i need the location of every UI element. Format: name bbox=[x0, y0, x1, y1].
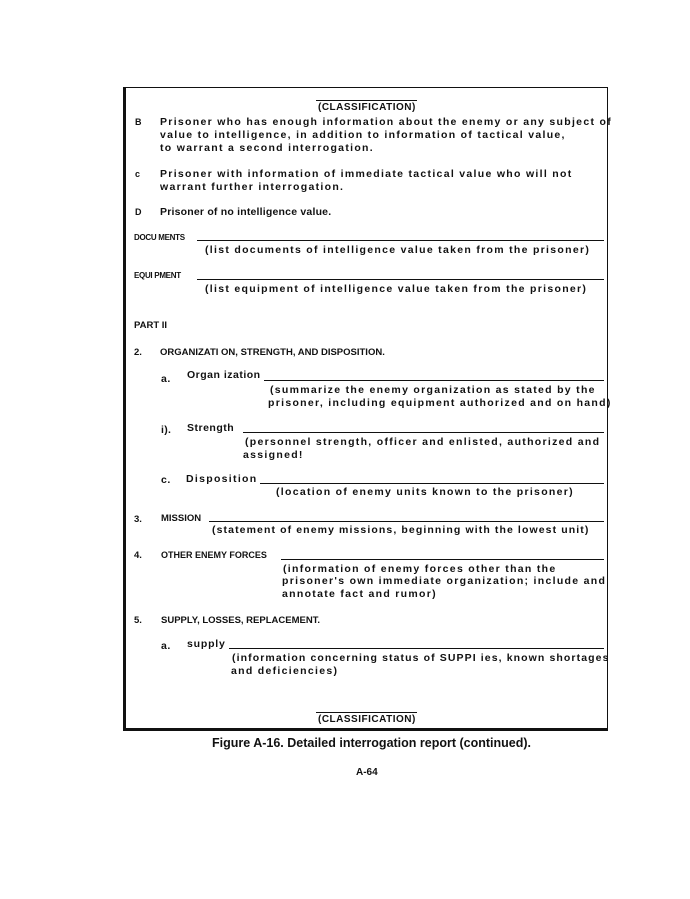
other-forces-fill-line[interactable] bbox=[281, 559, 604, 560]
disposition-marker: c. bbox=[161, 474, 171, 486]
documents-hint: (list documents of intelligence value taken from the prisoner) bbox=[205, 244, 591, 256]
classification-line-top bbox=[316, 100, 417, 101]
organization-hint-2: prisoner, including equipment authorized and on hand) bbox=[268, 397, 612, 409]
disposition-hint: (location of enemy units known to the prisoner) bbox=[276, 486, 574, 498]
figure-caption: Figure A-16. Detailed interrogation report (continued). bbox=[212, 736, 532, 750]
supply-label: supply bbox=[187, 638, 226, 650]
section-4-title: OTHER ENEMY FORCES bbox=[161, 550, 267, 560]
other-forces-hint-2: prisoner's own immediate organization; include and bbox=[282, 575, 607, 587]
section-5-number: 5. bbox=[134, 615, 142, 626]
supply-fill-line[interactable] bbox=[229, 648, 604, 649]
equipment-fill-line[interactable] bbox=[197, 279, 604, 280]
supply-marker: a. bbox=[161, 640, 171, 652]
section-2-number: 2. bbox=[134, 347, 142, 358]
supply-hint-1: (information concerning status of SUPPI ies, known shortages bbox=[232, 652, 610, 664]
part-heading: PART II bbox=[134, 320, 168, 331]
classification-line-bottom bbox=[316, 712, 417, 713]
other-forces-hint-3: annotate fact and rumor) bbox=[282, 588, 437, 600]
category-b-line-1: Prisoner who has enough information about the enemy or any subject of bbox=[160, 116, 612, 128]
disposition-fill-line[interactable] bbox=[260, 483, 604, 484]
organization-marker: a. bbox=[161, 373, 171, 385]
supply-hint-2: and deficiencies) bbox=[231, 665, 339, 677]
page-number: A-64 bbox=[356, 767, 378, 778]
strength-label: Strength bbox=[187, 422, 235, 434]
disposition-label: Disposition bbox=[186, 473, 258, 485]
category-d-text: Prisoner of no intelligence value. bbox=[160, 206, 332, 218]
section-4-number: 4. bbox=[134, 550, 142, 561]
documents-fill-line[interactable] bbox=[197, 240, 604, 241]
category-b-letter: B bbox=[135, 117, 142, 127]
category-b-line-3: to warrant a second interrogation. bbox=[160, 142, 374, 154]
organization-fill-line[interactable] bbox=[264, 380, 604, 381]
organization-hint-1: (summarize the enemy organization as stated by the bbox=[270, 384, 596, 396]
section-2-title: ORGANIZATI ON, STRENGTH, AND DISPOSITION. bbox=[160, 347, 385, 358]
category-c-line-1: Prisoner with information of immediate tactical value who will not bbox=[160, 168, 573, 180]
documents-label: DOCU MENTS bbox=[134, 233, 185, 242]
section-3-title: MISSION bbox=[161, 513, 202, 524]
organization-label: Organ ization bbox=[187, 369, 261, 381]
classification-header: (CLASSIFICATION) bbox=[318, 102, 416, 113]
equipment-label: EQUI PMENT bbox=[134, 271, 181, 280]
strength-marker: i). bbox=[161, 424, 172, 436]
category-c-letter: c bbox=[135, 169, 141, 179]
classification-footer: (CLASSIFICATION) bbox=[318, 714, 416, 725]
other-forces-hint-1: (information of enemy forces other than the bbox=[283, 563, 557, 575]
section-3-number: 3. bbox=[134, 514, 142, 525]
category-c-line-2: warrant further interrogation. bbox=[160, 181, 345, 193]
mission-fill-line[interactable] bbox=[209, 521, 604, 522]
mission-hint: (statement of enemy missions, beginning with the lowest unit) bbox=[212, 524, 590, 536]
category-b-line-2: value to intelligence, in addition to information of tactical value, bbox=[160, 129, 566, 141]
category-d-letter: D bbox=[135, 207, 142, 217]
strength-hint-2: assigned! bbox=[243, 449, 304, 461]
equipment-hint: (list equipment of intelligence value taken from the prisoner) bbox=[205, 283, 588, 295]
strength-fill-line[interactable] bbox=[243, 432, 604, 433]
strength-hint-1: (personnel strength, officer and enlisted, authorized and bbox=[245, 436, 601, 448]
section-5-title: SUPPLY, LOSSES, REPLACEMENT. bbox=[161, 615, 321, 626]
